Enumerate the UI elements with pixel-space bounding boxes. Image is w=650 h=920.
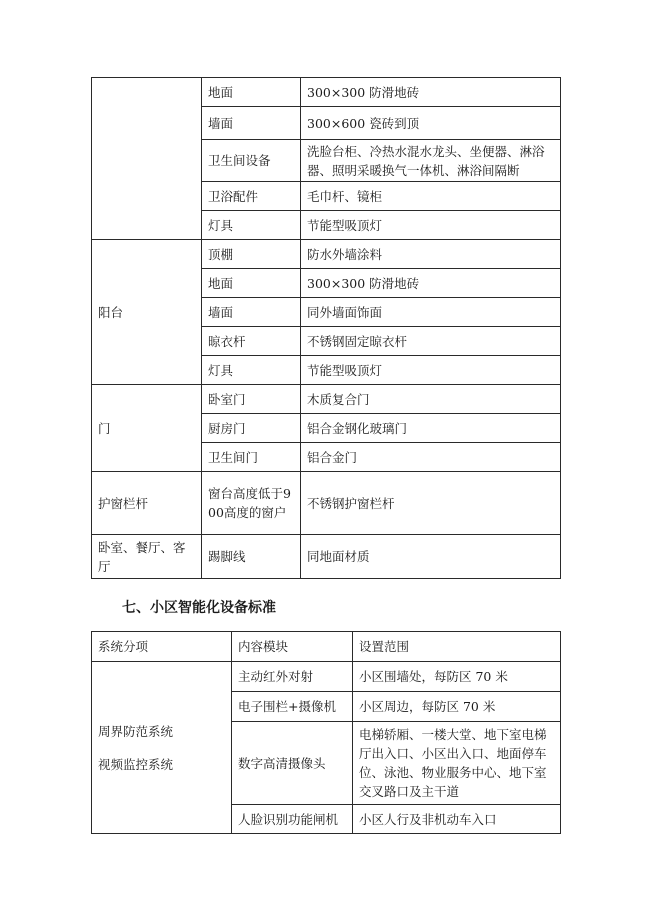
module-cell: 电子围栏+摄像机 bbox=[232, 692, 353, 722]
finishes-table bbox=[91, 77, 561, 579]
range-cell: 小区围墙处，每防区 70 米 bbox=[353, 662, 561, 692]
item-cell: 厨房门 bbox=[202, 414, 301, 443]
table-row bbox=[92, 535, 561, 579]
spec-cell: 300×600 瓷砖到顶 bbox=[301, 107, 561, 140]
table-row bbox=[92, 662, 561, 692]
item-cell: 顶棚 bbox=[202, 240, 301, 269]
item-cell: 卫生间设备 bbox=[202, 140, 301, 182]
item-cell: 灯具 bbox=[202, 211, 301, 240]
spec-cell: 防水外墙涂料 bbox=[301, 240, 561, 269]
header-cell: 设置范围 bbox=[353, 632, 561, 662]
module-cell: 数字高清摄像头 bbox=[232, 722, 353, 805]
item-cell: 卧室门 bbox=[202, 385, 301, 414]
header-cell: 系统分项 bbox=[92, 632, 232, 662]
item-cell: 卫生间门 bbox=[202, 443, 301, 472]
spec-cell: 毛巾杆、镜柜 bbox=[301, 182, 561, 211]
section-heading: 七、小区智能化设备标准 bbox=[122, 600, 276, 616]
spec-cell: 洗脸台柜、冷热水混水龙头、坐便器、淋浴器、照明采暖换气一体机、淋浴间隔断 bbox=[301, 140, 561, 182]
item-cell: 墙面 bbox=[202, 107, 301, 140]
table-row bbox=[92, 472, 561, 535]
item-cell: 晾衣杆 bbox=[202, 327, 301, 356]
spec-cell: 节能型吸顶灯 bbox=[301, 356, 561, 385]
range-cell: 电梯轿厢、一楼大堂、地下室电梯厅出入口、小区出入口、地面停车位、泳池、物业服务中心、地下室交叉路口及主干道 bbox=[353, 722, 561, 805]
group-cell: 门 bbox=[92, 385, 202, 472]
module-cell: 人脸识别功能闸机 bbox=[232, 805, 353, 834]
spec-cell: 铝合金门 bbox=[301, 443, 561, 472]
spec-cell: 铝合金钢化玻璃门 bbox=[301, 414, 561, 443]
spec-cell: 节能型吸顶灯 bbox=[301, 211, 561, 240]
item-cell: 墙面 bbox=[202, 298, 301, 327]
spec-cell: 300×300 防滑地砖 bbox=[301, 78, 561, 107]
range-cell: 小区周边，每防区 70 米 bbox=[353, 692, 561, 722]
spec-cell: 同外墙面饰面 bbox=[301, 298, 561, 327]
table-row bbox=[92, 78, 561, 107]
module-cell: 主动红外对射 bbox=[232, 662, 353, 692]
spec-cell: 300×300 防滑地砖 bbox=[301, 269, 561, 298]
item-cell: 地面 bbox=[202, 78, 301, 107]
group-cell: 阳台 bbox=[92, 240, 202, 385]
spec-cell: 不锈钢护窗栏杆 bbox=[301, 472, 561, 535]
item-cell: 地面 bbox=[202, 269, 301, 298]
item-cell: 灯具 bbox=[202, 356, 301, 385]
group-cell bbox=[92, 78, 202, 240]
table-header-row bbox=[92, 632, 561, 662]
spec-cell: 不锈钢固定晾衣杆 bbox=[301, 327, 561, 356]
table-row bbox=[92, 240, 561, 269]
item-cell: 卫浴配件 bbox=[202, 182, 301, 211]
smart-devices-table bbox=[91, 631, 561, 834]
system-label: 视频监控系统 bbox=[98, 756, 174, 772]
item-cell: 踢脚线 bbox=[202, 535, 301, 579]
group-cell: 卧室、餐厅、客厅 bbox=[92, 535, 202, 579]
system-label: 周界防范系统 bbox=[98, 723, 174, 739]
group-cell: 护窗栏杆 bbox=[92, 472, 202, 535]
item-cell: 窗台高度低于900高度的窗户 bbox=[202, 472, 301, 535]
table-row bbox=[92, 385, 561, 414]
spec-cell: 同地面材质 bbox=[301, 535, 561, 579]
range-cell: 小区人行及非机动车入口 bbox=[353, 805, 561, 834]
header-cell: 内容模块 bbox=[232, 632, 353, 662]
spec-cell: 木质复合门 bbox=[301, 385, 561, 414]
system-group-cell bbox=[92, 662, 232, 834]
